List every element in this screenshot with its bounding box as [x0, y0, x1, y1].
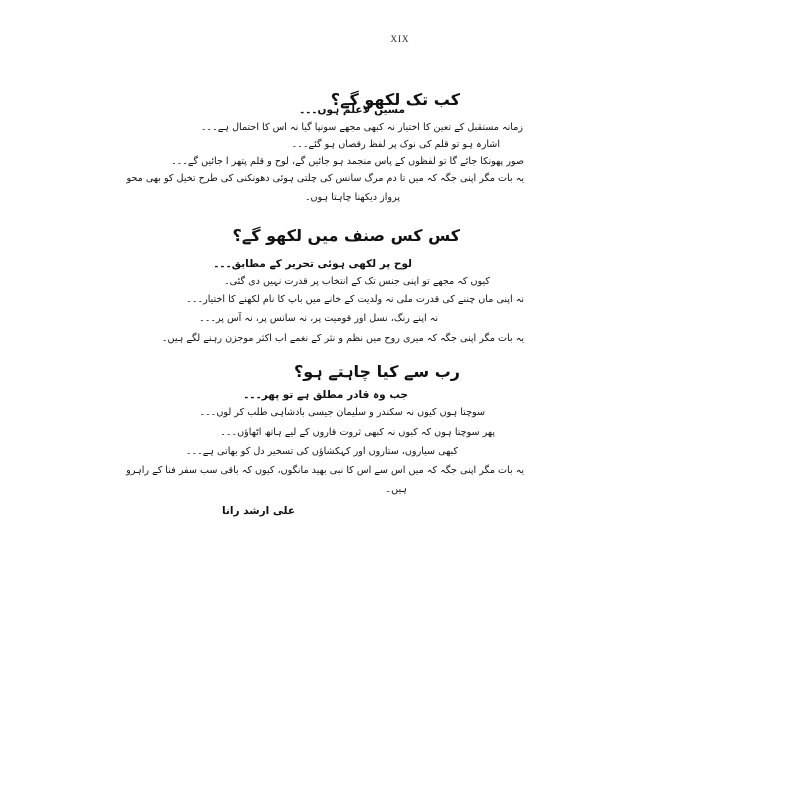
text-line: ہیں۔ — [385, 484, 407, 495]
text-line: زمانہ مستقبل کے تعین کا اختیار نہ کبھی مجھے سونپا گیا نہ اس کا احتمال ہے۔۔۔ — [200, 122, 523, 133]
text-line: نہ اپنی ماں چننے کی قدرت ملی نہ ولدیت کے خانے میں باپ کا نام لکھنے کا اختیار۔۔۔ — [186, 294, 524, 305]
section-epigraph: مسیں لاعلم ہوں۔۔۔ — [299, 104, 405, 116]
text-line: یہ بات مگر اپنی جگہ کہ میری روح میں نظم و نثر کے نغمے اب اکثر موجزن رہنے لگے ہیں۔ — [161, 333, 524, 344]
section-heading: رب سے کیا چاہتے ہو؟ — [293, 362, 460, 381]
section-heading: کس کس صنف میں لکھو گے؟ — [232, 226, 460, 245]
page-number: XIX — [390, 34, 410, 44]
section-heading: کب تک لکھو گے؟ — [330, 90, 460, 109]
text-line: کیوں کہ مجھے تو اپنی جنس تک کے انتخاب پر قدرت نہیں دی گئی۔ — [223, 276, 490, 287]
text-line: سوچتا ہوں کیوں نہ سکندر و سلیمان جیسی بادشاہی طلب کر لوں۔۔۔ — [199, 407, 485, 418]
text-line: صور پھونکا جائے گا تو لفظوں کے پاس منجمد ہو جائیں گے، لوح و قلم پتھر ا جائیں گے۔۔۔ — [171, 156, 524, 167]
author-signature: علی ارشد رانا — [222, 505, 295, 517]
text-line: اشارہ ہو تو قلم کی نوک پر لفظ رقصاں ہو گئے۔۔۔ — [291, 139, 500, 150]
text-line: یہ بات مگر اپنی جگہ کہ میں تا دم مرگ سانس کی چلتی ہوئی دھونکنی کی طرح تخیل کو بھی محو — [126, 173, 524, 184]
text-line: کبھی سیاروں، ستاروں اور کہکشاؤں کی تسخیر دل کو بھاتی ہے۔۔۔ — [185, 446, 458, 457]
text-line: یہ بات مگر اپنی جگہ کہ میں اس سے اس کا نبی بھید مانگوں، کیوں کہ باقی سب سفر فنا کے راہرو — [126, 465, 524, 476]
text-line: پرواز دیکھنا چاہتا ہوں۔ — [304, 192, 400, 203]
section-epigraph: جب وہ قادر مطلق ہے تو پھر۔۔۔ — [243, 389, 408, 401]
section-epigraph: لوح پر لکھی ہوئی تحریر کے مطابق۔۔۔ — [213, 258, 412, 270]
text-line: پھر سوچتا ہوں کہ کیوں نہ کبھی ثروت قاروں کے لیے ہاتھ اٹھاؤں۔۔۔ — [220, 427, 495, 438]
text-line: نہ اپنے رنگ، نسل اور قومیت پر، نہ سانس پر، نہ آس پر۔۔۔ — [199, 313, 438, 324]
